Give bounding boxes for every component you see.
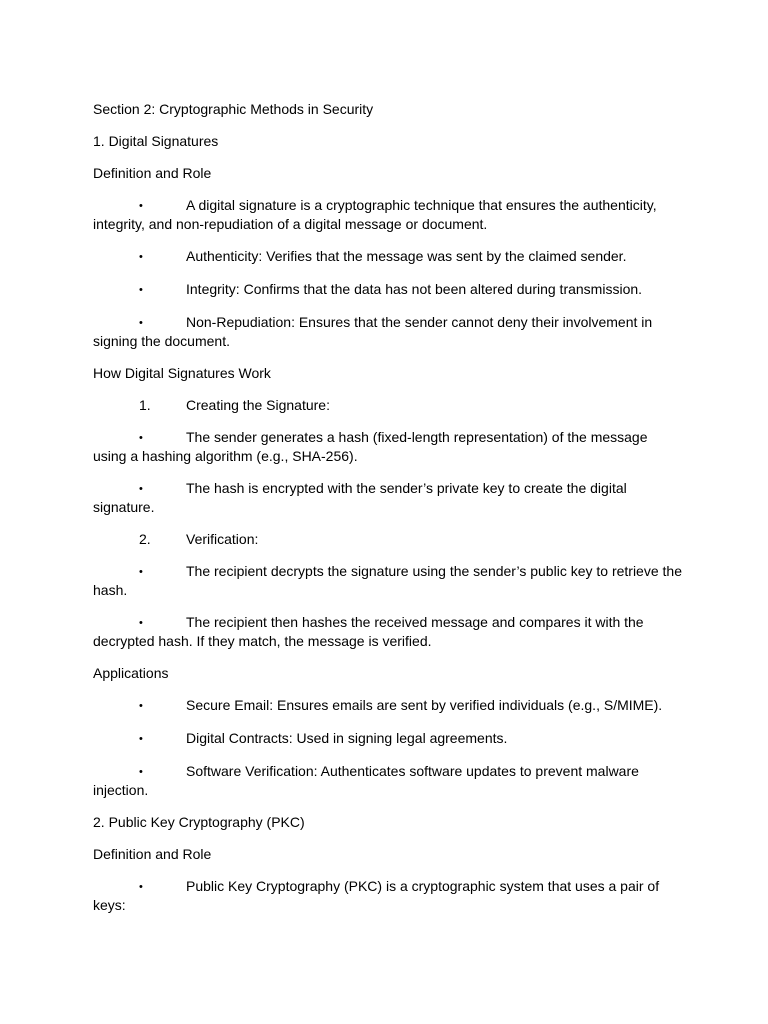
bullet-marker: • [139,251,143,263]
bullet-marker: • [139,733,143,745]
list-item [93,877,683,914]
bullet-marker: • [139,284,143,296]
list-item [93,729,683,748]
bullet-marker: • [139,200,143,212]
bullet-marker: • [139,483,143,495]
section-heading: Applications [93,665,169,681]
bullet-marker: • [139,881,143,893]
list-item-text: Verification: [186,531,259,547]
list-item-text: Software Verification: Authenticates software updates to prevent malware injection. [93,763,639,798]
section-heading: Definition and Role [93,165,212,181]
list-item [93,479,683,516]
list-item-text: The recipient then hashes the received message and compares it with the decrypted hash. If they match, the message is verified. [93,614,644,649]
list-item [93,530,683,548]
bullet-marker: • [139,317,143,329]
document-title: Section 2: Cryptographic Methods in Security [93,101,374,117]
list-number: 2. [139,531,151,547]
bullet-marker: • [139,766,143,778]
list-item-text: The sender generates a hash (fixed-length representation) of the message using a hashing algorithm (e.g., SHA-256). [93,429,648,464]
list-item-text: A digital signature is a cryptographic technique that ensures the authenticity, integrity, and non-repudiation of a digital message or document. [93,197,657,232]
bullet-marker: • [139,566,143,578]
list-item-text: Secure Email: Ensures emails are sent by verified individuals (e.g., S/MIME). [186,697,663,713]
document-page [93,100,683,928]
bullet-marker: • [139,432,143,444]
list-item-text: Integrity: Confirms that the data has not been altered during transmission. [186,281,643,297]
section-heading: 2. Public Key Cryptography (PKC) [93,814,305,830]
list-item-text: Non-Repudiation: Ensures that the sender cannot deny their involvement in signing the document. [93,314,653,349]
list-item [93,396,683,414]
list-item [93,280,683,299]
list-item [93,613,683,650]
section-heading: Definition and Role [93,846,212,862]
list-item-text: The recipient decrypts the signature using the sender’s public key to retrieve the hash. [93,563,682,598]
list-item-text: Digital Contracts: Used in signing legal agreements. [186,730,508,746]
list-item [93,313,683,350]
list-item [93,562,683,599]
section-heading: 1. Digital Signatures [93,133,219,149]
section-heading: How Digital Signatures Work [93,365,271,381]
list-item-text: The hash is encrypted with the sender’s private key to create the digital signature. [93,480,627,515]
list-item-text: Creating the Signature: [186,397,330,413]
list-item [93,696,683,715]
bullet-marker: • [139,617,143,629]
list-item [93,762,683,799]
list-number: 1. [139,397,151,413]
list-item-text: Authenticity: Verifies that the message was sent by the claimed sender. [186,248,627,264]
bullet-marker: • [139,700,143,712]
list-item [93,196,683,233]
list-item-text: Public Key Cryptography (PKC) is a cryptographic system that uses a pair of keys: [93,878,660,913]
list-item [93,428,683,465]
list-item [93,247,683,266]
